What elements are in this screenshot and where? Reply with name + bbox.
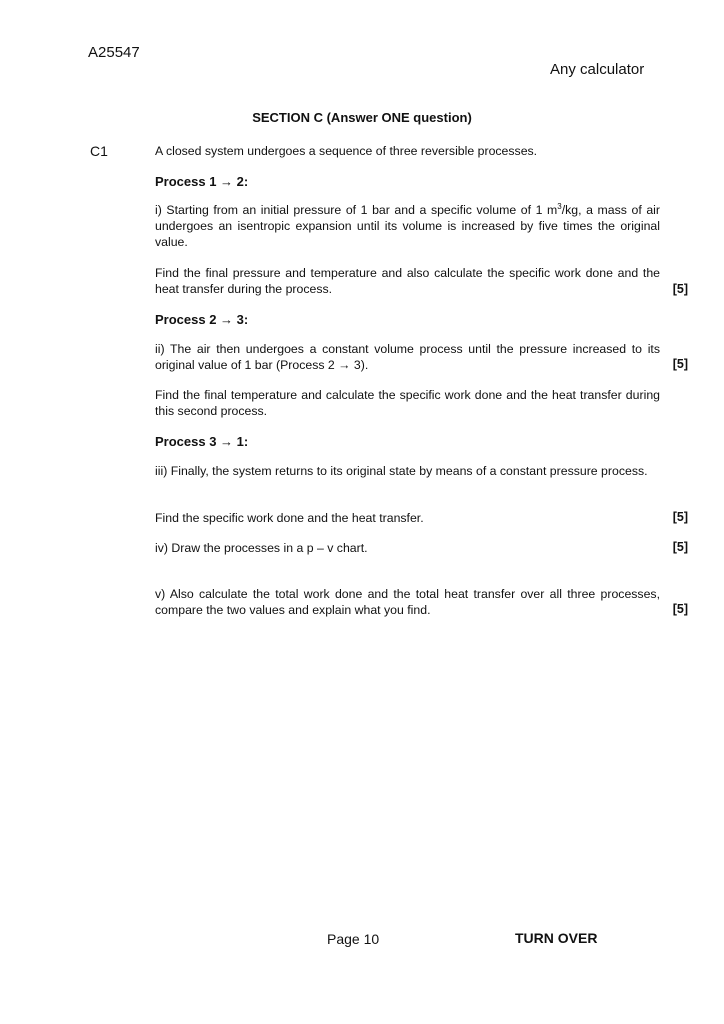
process-3-heading: Process 3 → 1:	[155, 434, 249, 449]
mark-part-iii: [5]	[672, 510, 688, 524]
process-1-heading: Process 1 → 2:	[155, 174, 249, 189]
part-iii-text: iii) Finally, the system returns to its original state by means of a constant pressure process.	[155, 464, 648, 478]
process-2-find: Find the final temperature and calculate the specific work done and the heat transfer during this second process.	[155, 388, 660, 418]
mark-part-iv: [5]	[672, 540, 688, 554]
part-iv-text: iv) Draw the processes in a p – v chart.	[155, 541, 368, 555]
process-3-find: Find the specific work done and the heat transfer.	[155, 511, 424, 525]
question-intro: A closed system undergoes a sequence of three reversible processes.	[155, 144, 538, 158]
superscript-3: 3	[557, 201, 562, 211]
turn-over: TURN OVER	[515, 930, 598, 946]
process-2-heading: Process 2 → 3:	[155, 312, 249, 327]
exam-code: A25547	[88, 44, 140, 61]
part-i-rest: of air undergoes an isentropic expansion until its volume is increased by five times the original value.	[155, 203, 661, 249]
part-i-line1-a: i) Starting from an initial pressure of 1 bar and a specific volume of 1 m	[155, 203, 558, 217]
question-number: C1	[90, 143, 108, 159]
part-i-text	[155, 202, 660, 250]
mark-part-v: [5]	[672, 602, 688, 616]
calculator-note: Any calculator	[550, 61, 645, 78]
part-v-text: v) Also calculate the total work done and the total heat transfer over all three processes, compare the two values and explain what you find.	[155, 587, 660, 617]
section-title: SECTION C (Answer ONE question)	[252, 110, 472, 125]
page-number: Page 10	[327, 931, 380, 947]
part-i-line1-b: /kg, a mass	[561, 203, 627, 217]
process-1-find: Find the final pressure and temperature and also calculate the specific work done and the heat transfer during the process.	[155, 266, 660, 296]
mark-part-ii: [5]	[672, 357, 688, 371]
part-ii-text: ii) The air then undergoes a constant volume process until the pressure increased to its original value of 1 bar (Process 2 → 3).	[155, 342, 660, 372]
mark-part-i: [5]	[672, 282, 688, 296]
